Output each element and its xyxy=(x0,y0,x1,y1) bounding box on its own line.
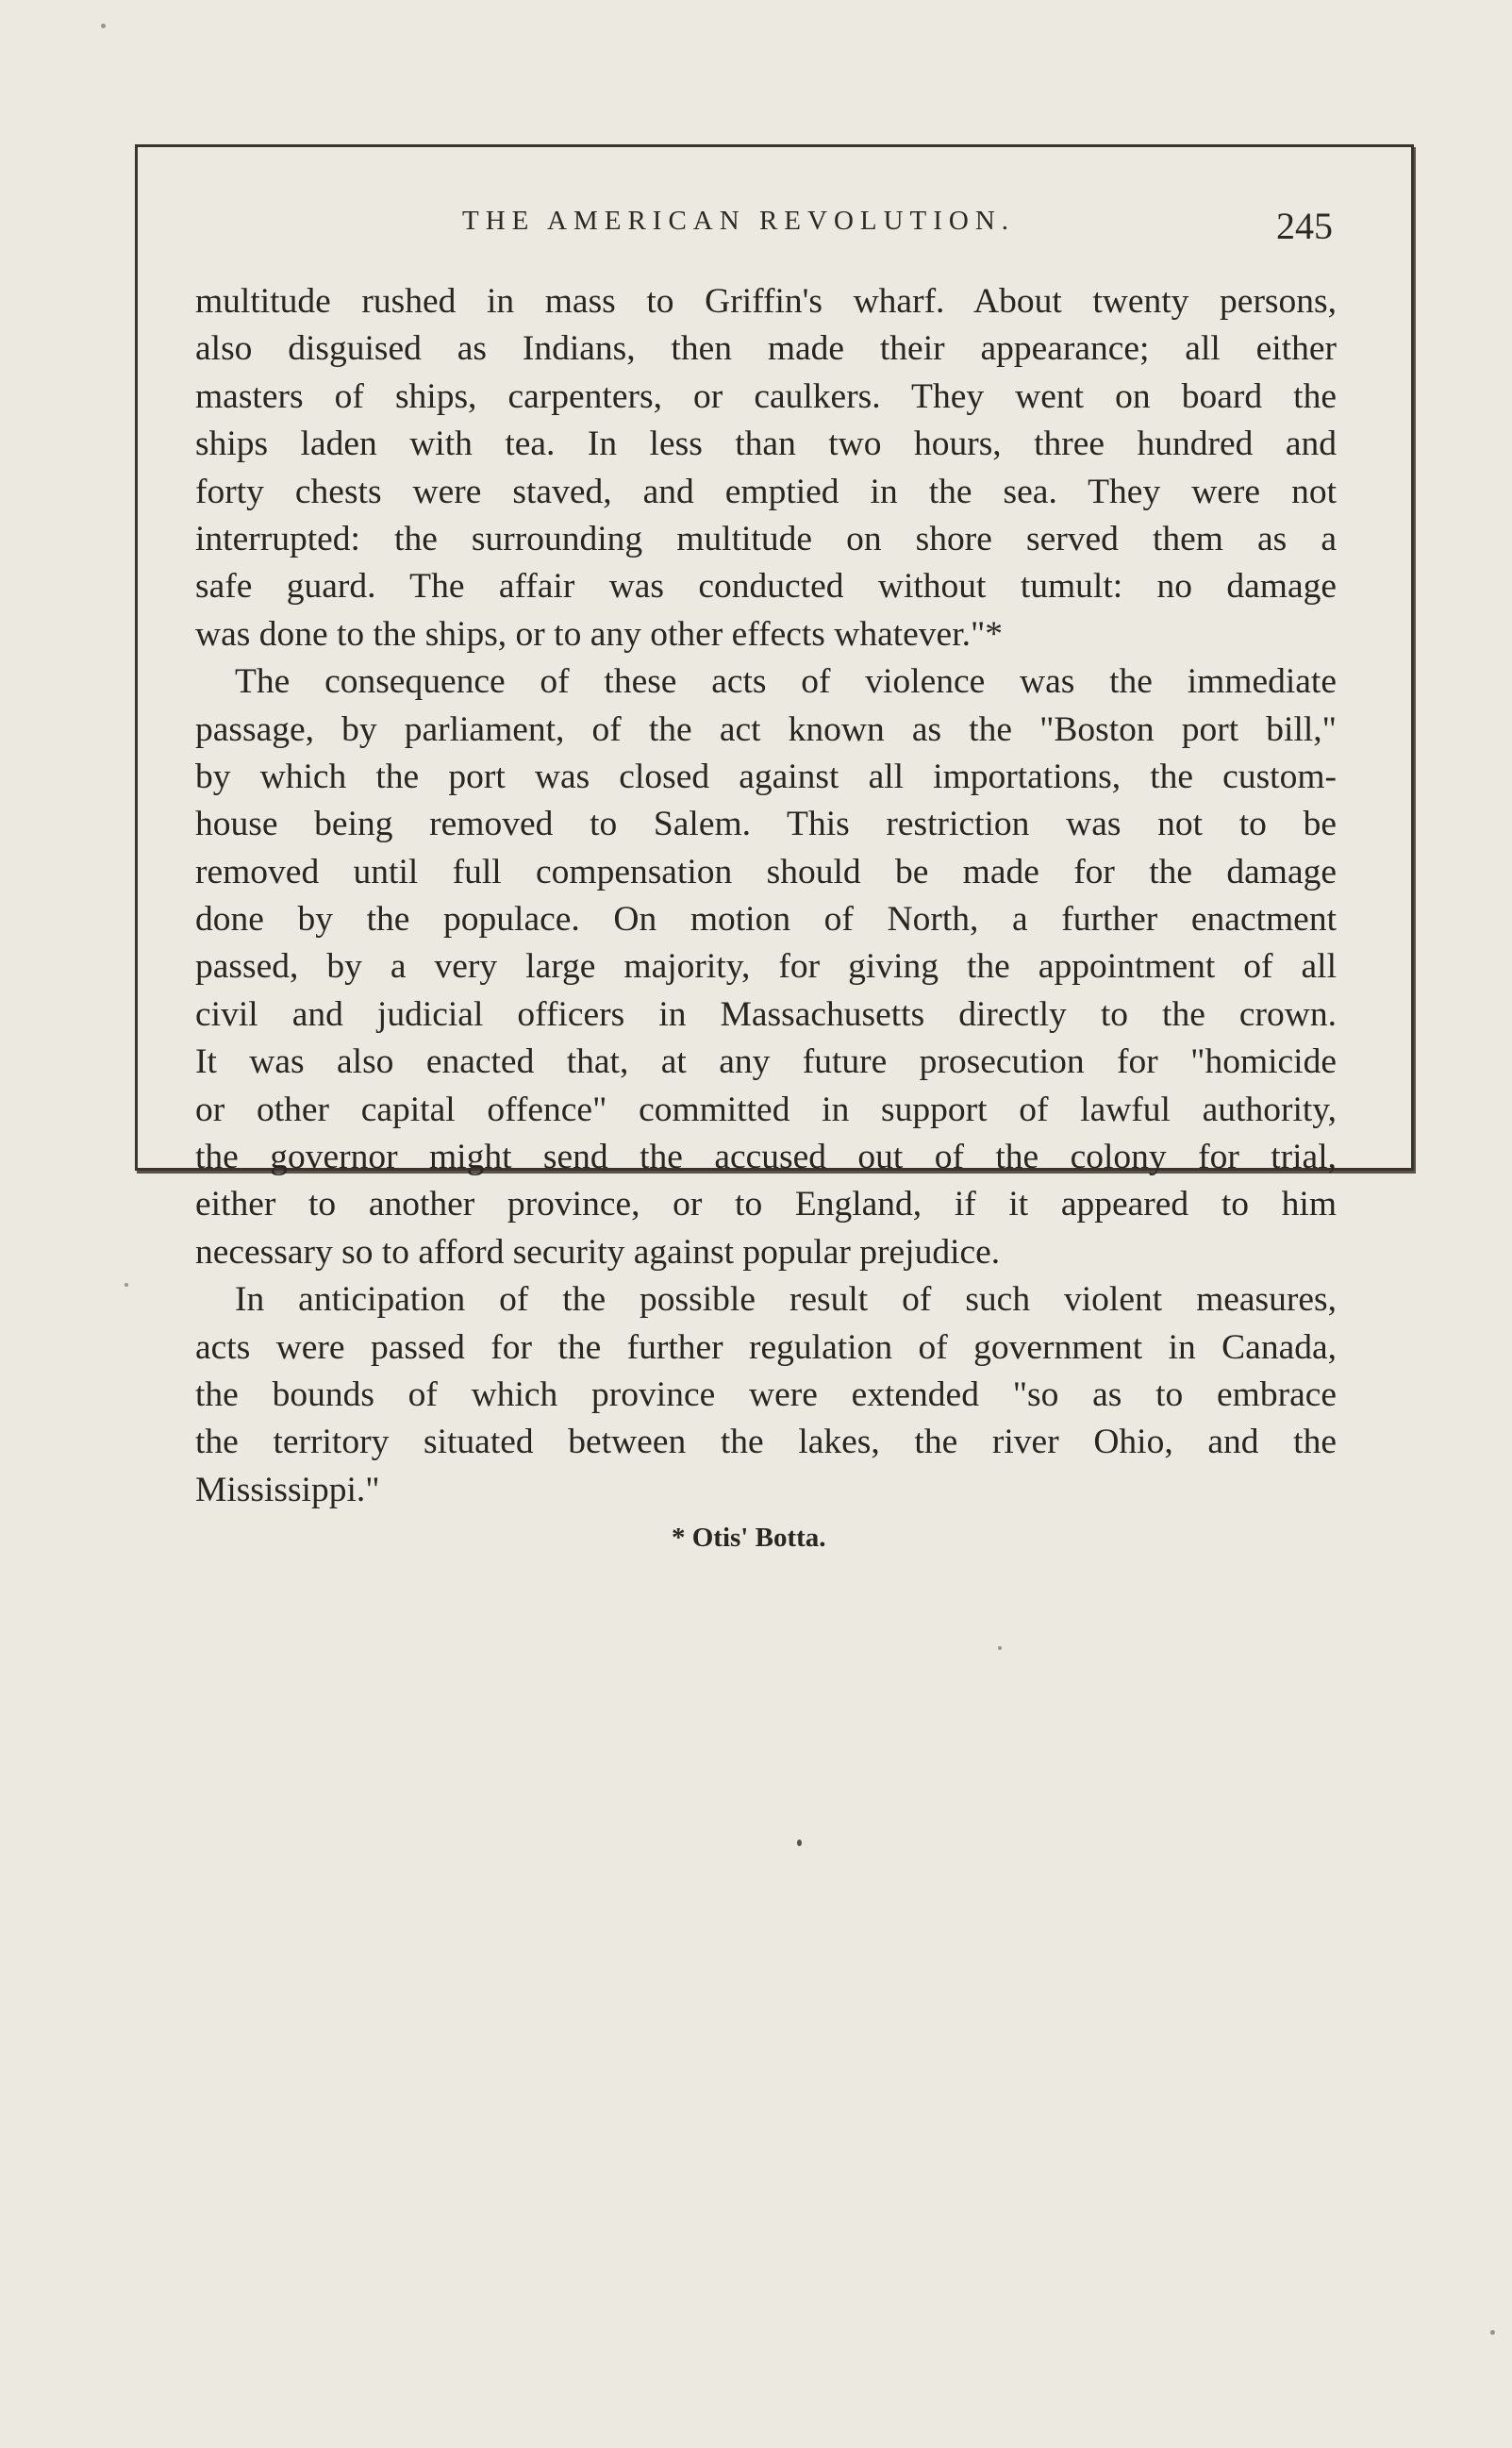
text-line: either to another province, or to England, if it appeared to him xyxy=(195,1185,1337,1224)
text-line: necessary so to afford security against popular prejudice. xyxy=(195,1232,1001,1272)
text-line: Mississippi." xyxy=(195,1470,380,1509)
text-line: safe guard. The affair was conducted without tumult: no damage xyxy=(195,567,1337,607)
text-line: done by the populace. On motion of North, a further enactment xyxy=(195,900,1337,940)
footnote: * Otis' Botta. xyxy=(672,1523,826,1553)
paper-speck xyxy=(998,1646,1002,1650)
paper-speck xyxy=(125,1283,128,1287)
text-line: by which the port was closed against all importations, the custom- xyxy=(195,757,1337,796)
text-line: It was also enacted that, at any future prosecution for "homicide xyxy=(195,1042,1337,1082)
paragraph-start-line: In anticipation of the possible result of such violent measures, xyxy=(235,1280,1337,1320)
text-line: acts were passed for the further regulation of government in Canada, xyxy=(195,1327,1337,1367)
text-line: forty chests were staved, and emptied in the sea. They were not xyxy=(195,472,1337,511)
text-line: passage, by parliament, of the act known as the "Boston port bill," xyxy=(195,709,1337,749)
paragraph-start-line: The consequence of these acts of violence was the immediate xyxy=(235,662,1337,702)
text-line: the bounds of which province were extended "so as to embrace xyxy=(195,1374,1337,1414)
text-line: masters of ships, carpenters, or caulkers. They went on board the xyxy=(195,376,1337,416)
text-line: the territory situated between the lakes, the river Ohio, and the xyxy=(195,1423,1337,1462)
body-text xyxy=(195,278,1337,1514)
text-line: removed until full compensation should be made for the damage xyxy=(195,852,1337,891)
text-line: or other capital offence" committed in support of lawful authority, xyxy=(195,1090,1337,1129)
text-line: ships laden with tea. In less than two hours, three hundred and xyxy=(195,425,1337,464)
text-line: also disguised as Indians, then made their appearance; all either xyxy=(195,329,1337,369)
running-title: THE AMERICAN REVOLUTION. xyxy=(462,206,1016,236)
paper-speck xyxy=(1490,2330,1495,2335)
paper-speck xyxy=(797,1840,802,1846)
text-line: the governor might send the accused out of the colony for trial, xyxy=(195,1138,1337,1177)
page-number: 245 xyxy=(1276,205,1333,247)
paper-speck xyxy=(101,24,106,28)
text-line: was done to the ships, or to any other effects whatever."* xyxy=(195,614,1004,654)
text-line: multitude rushed in mass to Griffin's wharf. About twenty persons, xyxy=(195,282,1337,321)
text-line: civil and judicial officers in Massachusetts directly to the crown. xyxy=(195,994,1337,1034)
text-line: house being removed to Salem. This restriction was not to be xyxy=(195,805,1337,844)
text-line: passed, by a very large majority, for giving the appointment of all xyxy=(195,947,1337,987)
text-line: interrupted: the surrounding multitude on shore served them as a xyxy=(195,519,1337,558)
